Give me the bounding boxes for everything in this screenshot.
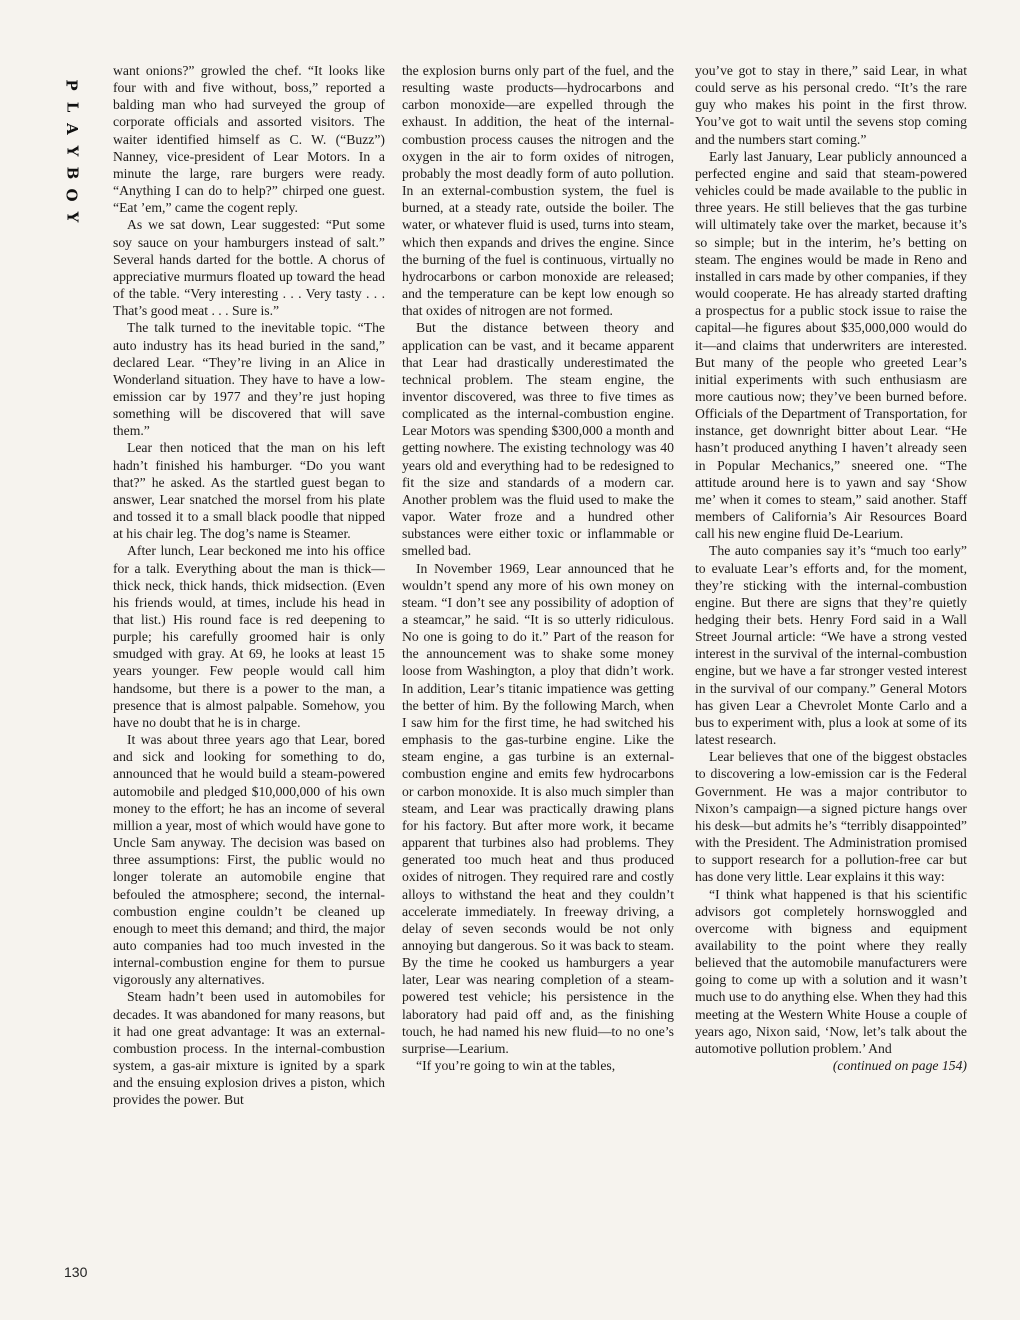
article-paragraph: Lear believes that one of the biggest obstacles to discovering a low-emission car is the Federal Government. He was a major contributor to Nixon’s campaign—a signed picture hangs over his desk—but admits he’s “terribly disappointed” with the President. The Administration promised to support research for a pollution-free car but has done very little. Lear explains it this way: — [695, 749, 967, 885]
article-paragraph: In November 1969, Lear announced that he wouldn’t spend any more of his own money on steam. “I don’t see any possibility of adoption of a steamcar,” he said. “It is so utterly ridiculous. No one is going to do it.” Part of the reason for the announcement was to shake some money loose from Washington, a ploy that didn’t work. In addition, Lear’s titanic impatience was getting the better of him. By the following March, when I saw him for the first time, he had switched his emphasis to the gas-turbine engine. Like the steam engine, a gas turbine is an external-combustion engine and emits few hydrocarbons or carbon monoxide. It is also much simpler than steam, and Lear was practically drawing plans for his factory. But after more work, it became apparent that turbines also had problems. They generated too much heat and thus produced oxides of nitrogen. They required rare and costly alloys to withstand the heat and they couldn’t accelerate immediately. In freeway driving, a delay of seven seconds would be not only annoying but dangerous. So it was back to steam. By the time he cooked us hamburgers a year later, Lear was nearing completion of a steam-powered test vehicle; his persistence in the laboratory had paid off and, as the finishing touch, he had named his new fluid—to no one’s surprise—Learium. — [402, 560, 674, 1056]
article-paragraph: Lear then noticed that the man on his left hadn’t finished his hamburger. “Do you want that?” he asked. As the startled guest began to answer, Lear snatched the morsel from his plate and tossed it to a small black poodle that nipped at his chair leg. The dog’s name is Steamer. — [113, 440, 385, 542]
magazine-running-head — [62, 74, 82, 228]
running-head-letter: O — [62, 188, 81, 202]
running-head-letter: P — [63, 79, 81, 91]
article-paragraph: But the distance between theory and application can be vast, and it became apparent that Lear had drastically underestimated the technical problem. The steam engine, the inventor discovered, was three to five times as complicated as the internal-combustion engine. Lear Motors was spending $300,000 a month and getting nowhere. The existing technology was 40 years old and everything had to be redesigned to fit the size and standards of a modern car. Another problem was the fluid used to make the vapor. Water froze and a hundred other substances were either toxic or inflammable or smelled bad. — [402, 320, 674, 559]
running-head-letter: L — [62, 101, 81, 113]
article-paragraph: Steam hadn’t been used in automobiles for decades. It was abandoned for many reasons, but it had one great advantage: It was an external-combustion process. In the internal-combustion system, a gas-air mixture is ignited by a spark and the ensuing explosion drives a piston, which provides the power. But — [113, 989, 385, 1108]
running-head-letter: B — [63, 166, 81, 180]
article-paragraph: “If you’re going to win at the tables, — [416, 1058, 616, 1074]
continued-on-note: (continued on page 154) — [832, 1058, 967, 1074]
running-head-letter: Y — [63, 211, 81, 223]
article-paragraph: the explosion burns only part of the fuel, and the resulting waste products—hydrocarbons and carbon monoxide—are expelled through the exhaust. In addition, the heat of the internal-combustion process causes the nitrogen and the oxygen in the air to form oxides of nitrogen, probably the most deadly form of auto pollution. In an external-combustion system, the fuel is burned, at a steady rate, outside the boiler. The water, or whatever fluid is used, turns into steam, which then expands and drives the engine. Since the burning of the fuel is continuous, virtually no hydrocarbons or carbon monoxide are released; and the temperature can be kept low enough so that oxides of nitrogen are not formed. — [402, 63, 674, 319]
article-column-3 — [695, 62, 967, 1282]
page-number: 130 — [64, 1264, 88, 1280]
article-paragraph: Early last January, Lear publicly announced a perfected engine and said that steam-powered vehicles could be made available to the public in three years. He still believes that the gas turbine will ultimately take over the market, because it’s so simple; but in the interim, he’s betting on steam. The engines would be made in Reno and installed in cars made by other companies, if they would cooperate. He has already started drafting a prospectus for a public stock issue to raise the capital—he figures about $35,000,000 would do it—and claims that underwriters are interested. But many of the people who greeted Lear’s initial experiments with such enthusiasm are more cautious now; they’ve been burned before. Officials of the Department of Transportation, for instance, get downright bitter about Lear. “He hasn’t produced anything I haven’t already seen in Popular Mechanics,” sneered one. “The attitude around here is to yawn and say ‘Show me’ when it comes to steam,” said another. Staff members of California’s Air Resources Board call his new engine fluid De-Learium. — [695, 148, 967, 542]
article-column-2 — [402, 62, 674, 1282]
article-paragraph: you’ve got to stay in there,” said Lear, in what could serve as his personal credo. “It’s the rare guy who makes his point in the first throw. You’ve got to wait until the sevens stop coming and the numbers start coming.” — [695, 63, 967, 147]
article-paragraph: As we sat down, Lear suggested: “Put some soy sauce on your hamburgers instead of salt.” Several hands darted for the bottle. A chorus of appreciative murmurs floated up toward the head of the table. “Very interesting . . . Very tasty . . . That’s good meat . . . Sure is.” — [113, 217, 385, 319]
article-paragraph: The talk turned to the inevitable topic. “The auto industry has its head buried in the sand,” declared Lear. “They’re living in an Alice in Wonderland situation. They have to have a low-emission car by 1977 and they’re just hoping something will be discovered that will save them.” — [113, 320, 385, 439]
running-head-letter: A — [62, 123, 81, 135]
running-head-letter: Y — [63, 145, 81, 157]
article-paragraph: “I think what happened is that his scientific advisors got completely hornswoggled and overcome with bigness and equipment availability to the point where they really believed that the automobile manufacturers were going to come up with a solution and it wasn’t much use to do anything else. When they had this meeting at the Western White House a couple of years ago, Nixon said, ‘Now, let’s talk about the automotive pollution problem.’ And — [695, 886, 967, 1056]
article-paragraph: After lunch, Lear beckoned me into his office for a talk. Everything about the man is thick—thick neck, thick hands, thick midsection. (Even his friends would, at times, include his head in that list.) His round face is red deepening to purple; his carefully groomed hair is only smudged with gray. At 69, he looks at least 15 years younger. Few people would call him handsome, but there is a power to the man, a presence that is almost palpable. Somehow, you have no doubt that he is in charge. — [113, 543, 385, 730]
article-paragraph: The auto companies say it’s “much too early” to evaluate Lear’s efforts and, for the moment, they’re sticking with the internal-combustion engine. But there are signs that they’re quietly hedging their bets. Henry Ford said in a Wall Street Journal article: “We have a strong vested interest in the survival of the internal-combustion engine, but we have a far stronger vested interest in the survival of our company.” General Motors has given Lear a Chevrolet Monte Carlo and a bus to experiment with, plus a look at some of its latest research. — [695, 543, 967, 748]
article-column-1 — [113, 62, 385, 1282]
article-paragraph: It was about three years ago that Lear, bored and sick and looking for something to do, announced that he would build a steam-powered automobile and pledged $10,000,000 of his own money to the effort; he has an income of several million a year, most of which would have gone to Uncle Sam anyway. The decision was based on three assumptions: First, the public would no longer tolerate an automobile engine that befouled the atmosphere; second, the internal-combustion engine couldn’t be cleaned up enough to meet this demand; and third, the major auto companies had too much invested in the internal-combustion engine for them to pursue vigorously any alternatives. — [113, 732, 385, 988]
article-paragraph: want onions?” growled the chef. “It looks like four with and five without, boss,” reported a balding man who had surveyed the group of corporate officials and assorted visitors. The waiter identified himself as C. W. (“Buzz”) Nanney, vice-president of Lear Motors. In a minute the large, rare burgers were ready. “Anything I can do to help?” chirped one guest. “Eat ’em,” came the cogent reply. — [113, 63, 385, 216]
